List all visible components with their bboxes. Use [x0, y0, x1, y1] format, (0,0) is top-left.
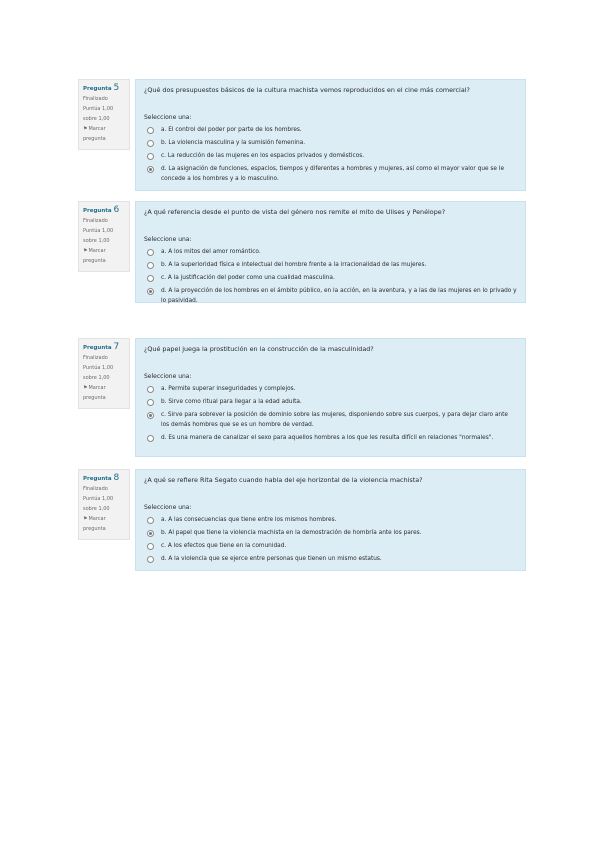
radio-button[interactable] — [147, 517, 154, 524]
radio-button[interactable] — [147, 262, 154, 269]
answer-prompt: Seleccione una: — [144, 373, 192, 380]
question-info — [78, 201, 130, 272]
radio-button-selected[interactable] — [147, 412, 154, 419]
radio-button-selected[interactable] — [147, 166, 154, 173]
question-info — [78, 338, 130, 409]
question-number: Pregunta 7 — [83, 342, 120, 352]
question-status: Finalizado — [83, 355, 108, 361]
answer-prompt: Seleccione una: — [144, 504, 192, 511]
flag-icon: ⚑ — [83, 126, 88, 132]
answer-option-a[interactable]: a. A las consecuencias que tiene entre los mismos hombres. — [144, 515, 517, 525]
radio-button[interactable] — [147, 556, 154, 563]
radio-button[interactable] — [147, 435, 154, 442]
answer-option-b[interactable]: b. A la superioridad física e intelectual del hombre frente a la irracionalidad de las mujeres. — [144, 260, 517, 270]
question-content — [135, 201, 526, 303]
answer-option-d[interactable]: d. Es una manera de canalizar el sexo para aquellos hombres a los que les resulta difícil en relaciones "normales". — [144, 433, 517, 443]
flag-question-button[interactable]: ⚑Marcar — [83, 516, 106, 522]
radio-button[interactable] — [147, 399, 154, 406]
question-text: ¿Qué dos presupuestos básicos de la cultura machista vemos reproducidos en el cine más comercial? — [144, 86, 470, 94]
answer-option-c[interactable]: c. A los efectos que tiene en la comunidad. — [144, 541, 517, 551]
question-score-of: sobre 1,00 — [83, 238, 110, 244]
flag-question-label2: pregunta — [83, 136, 106, 142]
question-content — [135, 338, 526, 457]
radio-button-selected[interactable] — [147, 288, 154, 295]
question-content — [135, 469, 526, 571]
question-text: ¿Qué papel juega la prostitución en la construcción de la masculinidad? — [144, 345, 374, 353]
question-score: Puntúa 1,00 — [83, 496, 114, 502]
question-number: Pregunta 6 — [83, 205, 120, 215]
question-info — [78, 79, 130, 150]
question-score-of: sobre 1,00 — [83, 116, 110, 122]
flag-question-label2: pregunta — [83, 526, 106, 532]
flag-icon: ⚑ — [83, 516, 88, 522]
flag-question-button[interactable]: ⚑Marcar — [83, 248, 106, 254]
answer-option-a[interactable]: a. A los mitos del amor romántico. — [144, 247, 517, 257]
question-score-of: sobre 1,00 — [83, 375, 110, 381]
answer-option-a[interactable]: a. Permite superar inseguridades y complejos. — [144, 384, 517, 394]
radio-button[interactable] — [147, 386, 154, 393]
radio-button[interactable] — [147, 127, 154, 134]
answer-prompt: Seleccione una: — [144, 236, 192, 243]
question-info — [78, 469, 130, 540]
question-content — [135, 79, 526, 191]
question-score: Puntúa 1,00 — [83, 365, 114, 371]
answer-option-d[interactable]: d. La asignación de funciones, espacios, tiempos y diferentes a hombres y mujeres, así como el mayor valor que se le concede a los hombres y a lo masculino. — [144, 164, 517, 184]
radio-button[interactable] — [147, 543, 154, 550]
answer-option-b[interactable]: b. La violencia masculina y la sumisión femenina. — [144, 138, 517, 148]
question-score: Puntúa 1,00 — [83, 106, 114, 112]
question-text: ¿A qué se refiere Rita Segato cuando habla del eje horizontal de la violencia machista? — [144, 476, 423, 484]
question-number: Pregunta 5 — [83, 83, 120, 93]
question-number: Pregunta 8 — [83, 473, 120, 483]
question-status: Finalizado — [83, 96, 108, 102]
flag-icon: ⚑ — [83, 385, 88, 391]
question-status: Finalizado — [83, 218, 108, 224]
flag-question-button[interactable]: ⚑Marcar — [83, 126, 106, 132]
answer-option-a[interactable]: a. El control del poder por parte de los hombres. — [144, 125, 517, 135]
radio-button-selected[interactable] — [147, 530, 154, 537]
answer-option-c[interactable]: c. Sirve para sobrever la posición de dominio sobre las mujeres, disponiendo sobre sus cuerpos, y para dejar claro ante los demás hombres que se es un hombre de verdad. — [144, 410, 517, 430]
answer-option-b[interactable]: b. Sirve como ritual para llegar a la edad adulta. — [144, 397, 517, 407]
question-score-of: sobre 1,00 — [83, 506, 110, 512]
answer-option-c[interactable]: c. La reducción de las mujeres en los espacios privados y domésticos. — [144, 151, 517, 161]
answer-prompt: Seleccione una: — [144, 114, 192, 121]
question-score: Puntúa 1,00 — [83, 228, 114, 234]
answer-option-c[interactable]: c. A la justificación del poder como una cualidad masculina. — [144, 273, 517, 283]
flag-question-label2: pregunta — [83, 258, 106, 264]
radio-button[interactable] — [147, 153, 154, 160]
flag-icon: ⚑ — [83, 248, 88, 254]
flag-question-button[interactable]: ⚑Marcar — [83, 385, 106, 391]
radio-button[interactable] — [147, 140, 154, 147]
radio-button[interactable] — [147, 249, 154, 256]
question-text: ¿A qué referencia desde el punto de vista del género nos remite el mito de Ulises y Penélope? — [144, 208, 446, 216]
radio-button[interactable] — [147, 275, 154, 282]
flag-question-label2: pregunta — [83, 395, 106, 401]
answer-option-d[interactable]: d. A la proyección de los hombres en el ámbito público, en la acción, en la aventura, y a las de las mujeres en lo privado y lo pasividad. — [144, 286, 517, 306]
question-status: Finalizado — [83, 486, 108, 492]
answer-option-b[interactable]: b. Al papel que tiene la violencia machista en la demostración de hombría ante los pares. — [144, 528, 517, 538]
answer-option-d[interactable]: d. A la violencia que se ejerce entre personas que tienen un mismo estatus. — [144, 554, 517, 564]
